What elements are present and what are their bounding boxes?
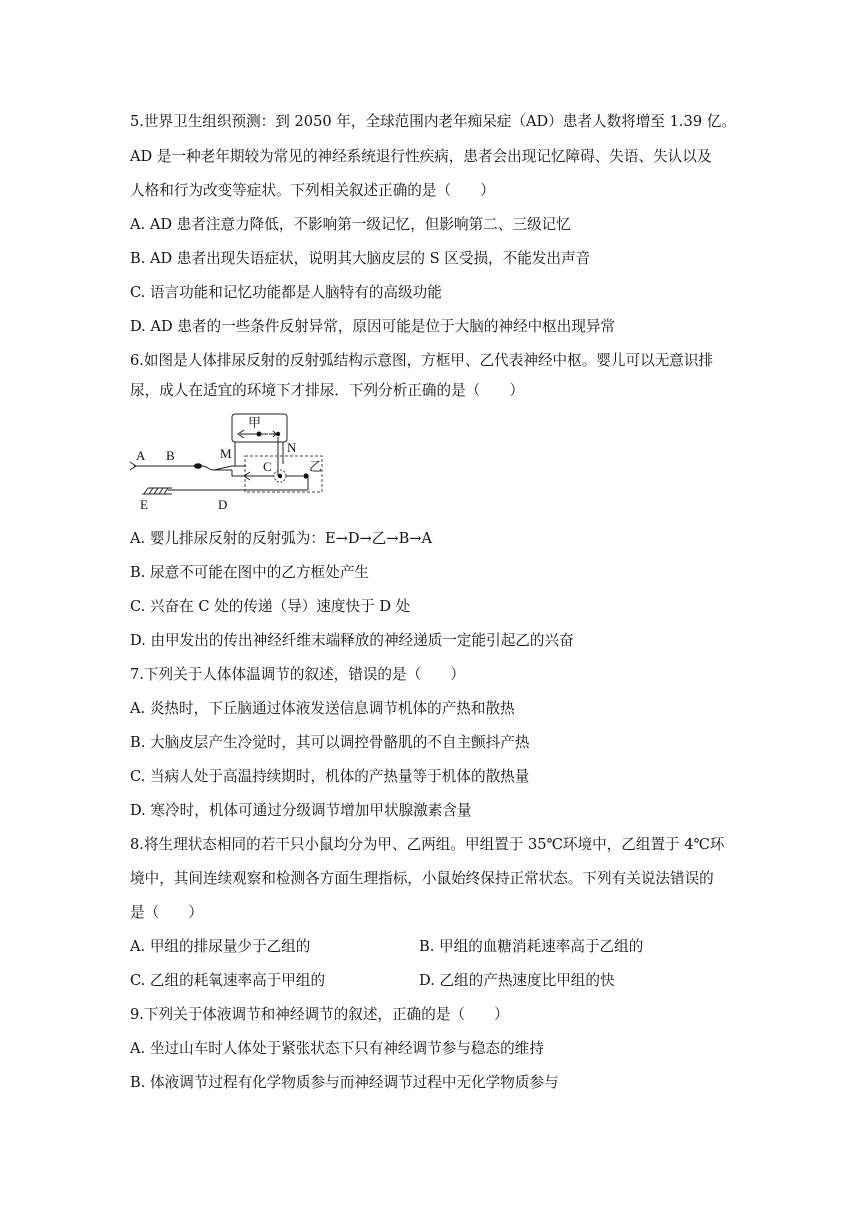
q8-option-d: D. 乙组的产热速度比甲组的快	[419, 972, 615, 989]
label-e: E	[140, 497, 148, 512]
q7-option-b: B. 大脑皮层产生冷觉时，其可以调控骨骼肌的不自主颤抖产热	[130, 734, 530, 751]
q9-option-b: B. 体液调节过程有化学物质参与而神经调节过程中无化学物质参与	[130, 1074, 559, 1091]
label-yi: 乙	[309, 459, 323, 474]
q6-option-b: B. 尿意不可能在图中的乙方框处产生	[130, 564, 369, 581]
q6-stem-line-2: 尿，成人在适宜的环境下才排尿．下列分析正确的是（ ）	[130, 382, 525, 399]
label-n: N	[287, 440, 297, 455]
q9-option-a: A. 坐过山车时人体处于紧张状态下只有神经调节参与稳态的维持	[130, 1040, 544, 1057]
label-b: B	[166, 448, 175, 463]
q8-stem-line-3: 是（ ）	[130, 904, 203, 921]
q6-option-c: C. 兴奋在 C 处的传递（导）速度快于 D 处	[130, 598, 411, 615]
q8-option-a: A. 甲组的排尿量少于乙组的	[130, 938, 311, 955]
q7-option-c: C. 当病人处于高温持续期时，机体的产热量等于机体的散热量	[130, 768, 530, 785]
receptor-e	[142, 488, 172, 494]
label-a: A	[136, 448, 146, 463]
q7-stem-line-1: 7.下列关于人体体温调节的叙述，错误的是（ ）	[130, 666, 465, 683]
label-jia: 甲	[248, 415, 262, 430]
q8-stem-line-2: 境中，其间连续观察和检测各方面生理指标，小鼠始终保持正常状态。下列有关说法错误的	[130, 870, 714, 887]
q5-stem-line-2: AD 是一种老年期较为常见的神经系统退行性疾病，患者会出现记忆障碍、失语、失认以及	[130, 148, 712, 165]
q8-stem-line-1: 8.将生理状态相同的若干只小鼠均分为甲、乙两组。甲组置于 35℃环境中，乙组置于 4℃环	[130, 836, 725, 853]
q6-option-d: D. 由甲发出的传出神经纤维末端释放的神经递质一定能引起乙的兴奋	[130, 632, 574, 649]
label-m: M	[220, 446, 232, 461]
q7-option-d: D. 寒冷时，机体可通过分级调节增加甲状腺激素含量	[130, 802, 472, 819]
q5-option-b: B. AD 患者出现失语症状，说明其大脑皮层的 S 区受损，不能发出声音	[130, 250, 591, 267]
label-c: C	[263, 459, 272, 474]
q7-option-a: A. 炎热时，下丘脑通过体液发送信息调节机体的产热和散热	[130, 700, 515, 717]
q6-option-a: A. 婴儿排尿反射的反射弧为：E→D→乙→B→A	[130, 530, 433, 547]
reflex-arc-diagram	[128, 410, 333, 516]
q9-stem-line-1: 9.下列关于体液调节和神经调节的叙述，正确的是（ ）	[130, 1006, 509, 1023]
label-d: D	[218, 497, 228, 512]
q5-option-a: A. AD 患者注意力降低，不影响第一级记忆，但影响第二、三级记忆	[130, 216, 571, 233]
q5-stem-line-1: 5.世界卫生组织预测：到 2050 年，全球范围内老年痴呆症（AD）患者人数将增至 1.39 亿。	[130, 113, 736, 130]
q6-stem-line-1: 6.如图是人体排尿反射的反射弧结构示意图，方框甲、乙代表神经中枢。婴儿可以无意识排	[130, 352, 714, 369]
q8-option-b: B. 甲组的血糖消耗速率高于乙组的	[419, 938, 644, 955]
q5-option-c: C. 语言功能和记忆功能都是人脑特有的高级功能	[130, 284, 442, 301]
q5-option-d: D. AD 患者的一些条件反射异常，原因可能是位于大脑的神经中枢出现异常	[130, 318, 616, 335]
q8-option-c: C. 乙组的耗氧速率高于甲组的	[130, 972, 326, 989]
q5-stem-line-3: 人格和行为改变等症状。下列相关叙述正确的是（ ）	[130, 182, 495, 199]
